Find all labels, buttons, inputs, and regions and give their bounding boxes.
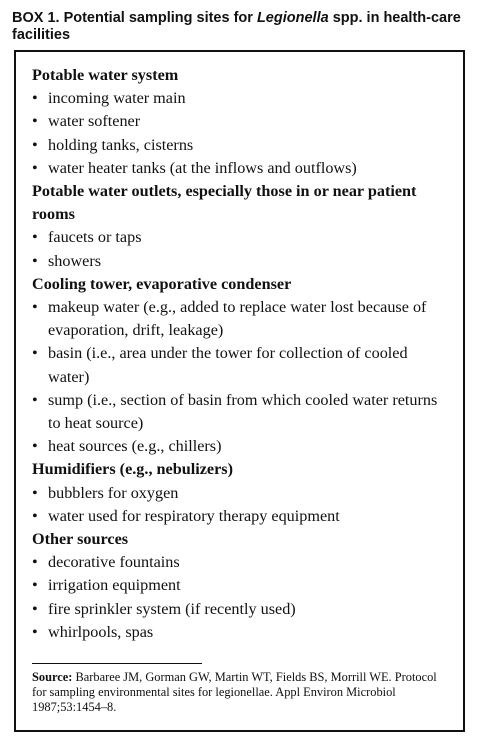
section-list <box>32 482 452 528</box>
section-list <box>32 551 452 644</box>
section-heading: Potable water system <box>32 66 179 84</box>
source-divider <box>32 663 202 664</box>
list-item <box>32 482 452 505</box>
list-item-text: irrigation equipment <box>48 576 181 595</box>
list-item-text: whirlpools, spas <box>48 622 154 641</box>
list-item-text: makeup water (e.g., added to replace water lost because of evaporation, drift, leakage) <box>48 298 427 340</box>
source-note <box>32 670 452 714</box>
bullet-icon: • <box>32 251 38 270</box>
section-list <box>32 226 452 272</box>
box-title <box>12 10 472 44</box>
list-item-text: sump (i.e., section of basin from which cooled water returns to heat source) <box>48 390 438 433</box>
section-heading: Cooling tower, evaporative condenser <box>32 274 292 293</box>
list-item-text: water softener <box>48 112 141 131</box>
list-item <box>32 621 452 644</box>
section-heading: Potable water outlets, especially those in or near patient rooms <box>32 182 417 224</box>
list-item-text: water used for respiratory therapy equipment <box>48 506 340 525</box>
section-heading: Humidifiers (e.g., nebulizers) <box>32 460 233 479</box>
list-item <box>32 87 452 110</box>
bullet-icon: • <box>32 576 38 595</box>
list-item-text: faucets or taps <box>48 228 142 247</box>
bullet-icon: • <box>32 89 38 108</box>
list-item <box>32 574 452 597</box>
sampling-sites-box <box>14 50 465 732</box>
bullet-icon: • <box>32 135 38 154</box>
list-item-text: water heater tanks (at the inflows and outflows) <box>48 158 357 177</box>
bullet-icon: • <box>32 622 38 641</box>
bullet-icon: • <box>32 344 38 363</box>
list-item <box>32 296 452 342</box>
bullet-icon: • <box>32 112 38 131</box>
bullet-icon: • <box>32 506 38 525</box>
bullet-icon: • <box>32 228 38 247</box>
source-label: Source: <box>32 670 73 684</box>
sections-list <box>32 64 452 644</box>
list-item-text: decorative fountains <box>48 553 180 572</box>
bullet-icon: • <box>32 158 38 177</box>
list-item <box>32 134 452 157</box>
bullet-icon: • <box>32 390 38 409</box>
title-suffix: spp. in health-care facilities <box>12 10 461 43</box>
list-item-text: fire sprinkler system (if recently used) <box>48 599 296 618</box>
list-item <box>32 435 452 458</box>
section-heading: Other sources <box>32 530 129 549</box>
list-item-text: incoming water main <box>48 89 186 108</box>
list-item <box>32 598 452 621</box>
source-text: Barbaree JM, Gorman GW, Martin WT, Fields BS, Morrill WE. Protocol for sampling environmental sites for legionellae. Appl Environ Microbiol 1987;53:1454–8. <box>32 670 437 714</box>
list-item <box>32 505 452 528</box>
bullet-icon: • <box>32 298 38 317</box>
section-list <box>32 296 452 458</box>
list-item-text: showers <box>48 251 102 270</box>
list-item-text: bubblers for oxygen <box>48 483 179 502</box>
bullet-icon: • <box>32 437 38 456</box>
list-item <box>32 342 452 388</box>
title-italic-genus: Legionella <box>256 10 329 26</box>
section-list <box>32 87 452 180</box>
list-item <box>32 250 452 273</box>
list-item-text: heat sources (e.g., chillers) <box>48 437 222 456</box>
list-item-text: holding tanks, cisterns <box>48 135 194 154</box>
list-item <box>32 110 452 133</box>
list-item-text: basin (i.e., area under the tower for collection of cooled water) <box>48 344 408 386</box>
list-item <box>32 226 452 249</box>
list-item <box>32 389 452 435</box>
bullet-icon: • <box>32 483 38 502</box>
list-item <box>32 551 452 574</box>
bullet-icon: • <box>32 599 38 618</box>
title-prefix: BOX 1. Potential sampling sites for <box>12 10 257 26</box>
bullet-icon: • <box>32 553 38 572</box>
list-item <box>32 157 452 180</box>
